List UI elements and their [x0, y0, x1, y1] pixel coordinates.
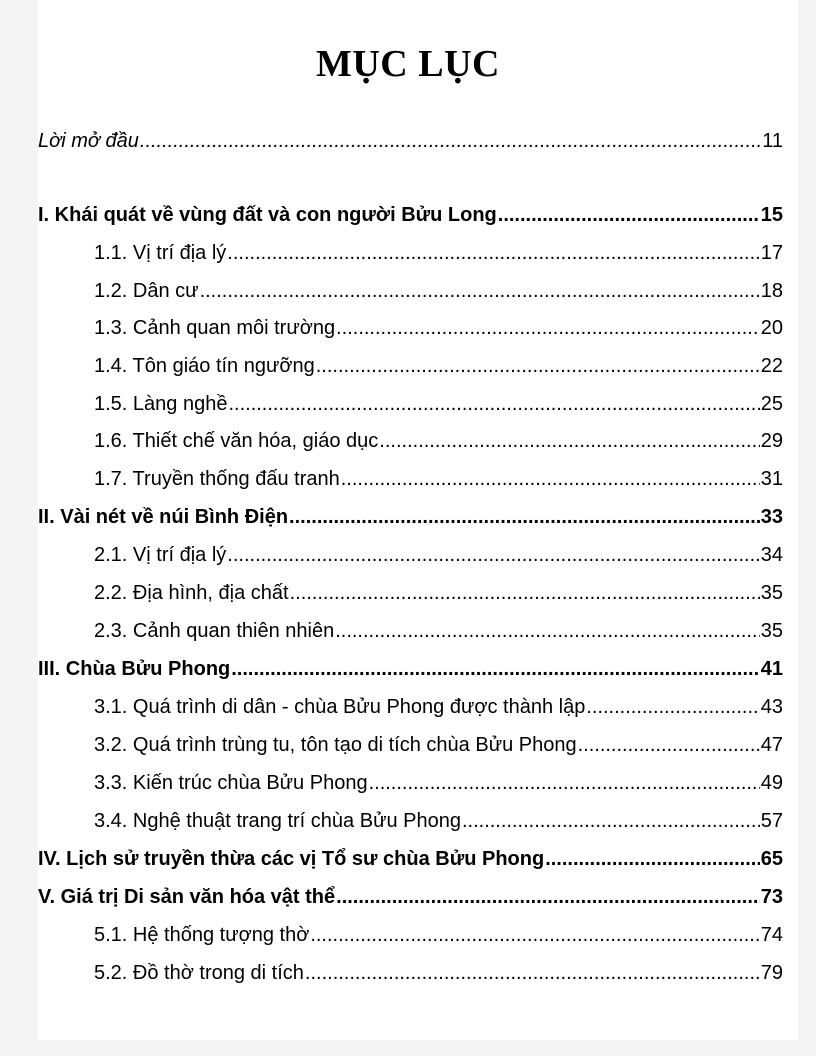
toc-entry-page: 11 — [762, 130, 783, 152]
toc-entry-label: 2.3. Cảnh quan thiên nhiên — [94, 620, 335, 642]
toc-leader — [316, 355, 760, 378]
toc-leader — [498, 204, 760, 227]
toc-entry-3-1[interactable] — [94, 696, 783, 724]
toc-entry-label: 1.1. Vị trí địa lý — [94, 242, 227, 264]
toc-entry-label: 3.2. Quá trình trùng tu, tôn tạo di tích chùa Bửu Phong — [94, 734, 577, 756]
toc-entry-label: 3.1. Quá trình di dân - chùa Bửu Phong được thành lập — [94, 696, 586, 718]
toc-leader — [369, 772, 760, 795]
toc-entry-label: 1.2. Dân cư — [94, 280, 199, 302]
toc-section-1[interactable] — [38, 204, 783, 232]
toc-entry-label: V. Giá trị Di sản văn hóa vật thể — [38, 886, 336, 908]
toc-entry-page: 34 — [760, 544, 783, 566]
toc-leader — [140, 130, 761, 153]
toc-entry-3-4[interactable] — [94, 810, 783, 838]
toc-entry-label: 3.4. Nghệ thuật trang trí chùa Bửu Phong — [94, 810, 461, 832]
toc-entry-label: 3.3. Kiến trúc chùa Bửu Phong — [94, 772, 368, 794]
toc-leader — [231, 658, 760, 681]
toc-entry-1-6[interactable] — [94, 430, 783, 458]
toc-leader — [305, 962, 760, 985]
toc-leader — [578, 734, 760, 757]
toc-entry-label: 5.2. Đồ thờ trong di tích — [94, 962, 304, 984]
toc-leader — [545, 848, 760, 871]
toc-entry-label: 2.1. Vị trí địa lý — [94, 544, 227, 566]
toc-entry-label: 1.4. Tôn giáo tín ngưỡng — [94, 355, 315, 377]
toc-leader — [310, 924, 759, 947]
toc-entry-label: Lời mở đầu — [38, 130, 139, 152]
toc-entry-1-2[interactable] — [94, 280, 783, 308]
toc-entry-page: 49 — [760, 772, 783, 794]
toc-entry-3-2[interactable] — [94, 734, 783, 762]
toc-entry-label: 2.2. Địa hình, địa chất — [94, 582, 289, 604]
toc-entry-label: IV. Lịch sử truyền thừa các vị Tổ sư chùa Bửu Phong — [38, 848, 545, 870]
toc-leader — [227, 544, 759, 567]
toc-entry-page: 35 — [760, 620, 783, 642]
toc-leader — [336, 317, 760, 340]
toc-leader — [227, 242, 759, 265]
toc-section-3[interactable] — [38, 658, 783, 686]
toc-entry-page: 15 — [760, 204, 783, 226]
toc-entry-page: 73 — [760, 886, 783, 908]
toc-entry-label: 1.5. Làng nghề — [94, 393, 228, 415]
toc-entry-intro[interactable] — [38, 130, 783, 158]
toc-leader — [290, 582, 760, 605]
toc-entry-5-2[interactable] — [94, 962, 783, 990]
toc-leader — [289, 506, 760, 529]
toc-entry-1-7[interactable] — [94, 468, 783, 496]
toc-leader — [200, 280, 760, 303]
toc-entry-1-5[interactable] — [94, 393, 783, 421]
toc-entry-page: 33 — [760, 506, 783, 528]
toc-entry-page: 22 — [760, 355, 783, 377]
toc-entry-label: III. Chùa Bửu Phong — [38, 658, 231, 680]
document-page — [38, 0, 798, 1040]
toc-entry-page: 57 — [760, 810, 783, 832]
toc-entry-label: 1.7. Truyền thống đấu tranh — [94, 468, 340, 490]
toc-section-2[interactable] — [38, 506, 783, 534]
toc-entry-1-4[interactable] — [94, 355, 783, 383]
toc-entry-2-3[interactable] — [94, 620, 783, 648]
toc-entry-label: I. Khái quát về vùng đất và con người Bửu Long — [38, 204, 497, 226]
toc-entry-3-3[interactable] — [94, 772, 783, 800]
toc-entry-page: 17 — [760, 242, 783, 264]
toc-entry-label: 1.3. Cảnh quan môi trường — [94, 317, 336, 339]
toc-leader — [336, 886, 760, 909]
toc-entry-page: 65 — [760, 848, 783, 870]
toc-entry-label: II. Vài nét về núi Bình Điện — [38, 506, 289, 528]
toc-leader — [335, 620, 760, 643]
toc-entry-page: 74 — [760, 924, 783, 946]
toc-entry-1-1[interactable] — [94, 242, 783, 270]
toc-entry-page: 20 — [760, 317, 783, 339]
toc-entry-label: 5.1. Hệ thống tượng thờ — [94, 924, 310, 946]
toc-entry-2-2[interactable] — [94, 582, 783, 610]
toc-entry-page: 18 — [760, 280, 783, 302]
toc-section-5[interactable] — [38, 886, 783, 914]
toc-entry-page: 47 — [760, 734, 783, 756]
toc-leader — [462, 810, 760, 833]
toc-entry-page: 35 — [760, 582, 783, 604]
toc-entry-page: 25 — [760, 393, 783, 415]
toc-entry-page: 29 — [760, 430, 783, 452]
toc-entry-page: 43 — [760, 696, 783, 718]
toc-entry-1-3[interactable] — [94, 317, 783, 345]
toc-section-4[interactable] — [38, 848, 783, 876]
toc-entry-label: 1.6. Thiết chế văn hóa, giáo dục — [94, 430, 379, 452]
toc-entry-page: 41 — [760, 658, 783, 680]
toc-leader — [341, 468, 760, 491]
page-title: MỤC LỤC — [316, 43, 500, 85]
toc-entry-5-1[interactable] — [94, 924, 783, 952]
toc-leader — [586, 696, 759, 719]
toc-entry-2-1[interactable] — [94, 544, 783, 572]
toc-entry-page: 79 — [760, 962, 783, 984]
toc-entry-page: 31 — [760, 468, 783, 490]
toc-leader — [379, 430, 759, 453]
toc-leader — [228, 393, 759, 416]
